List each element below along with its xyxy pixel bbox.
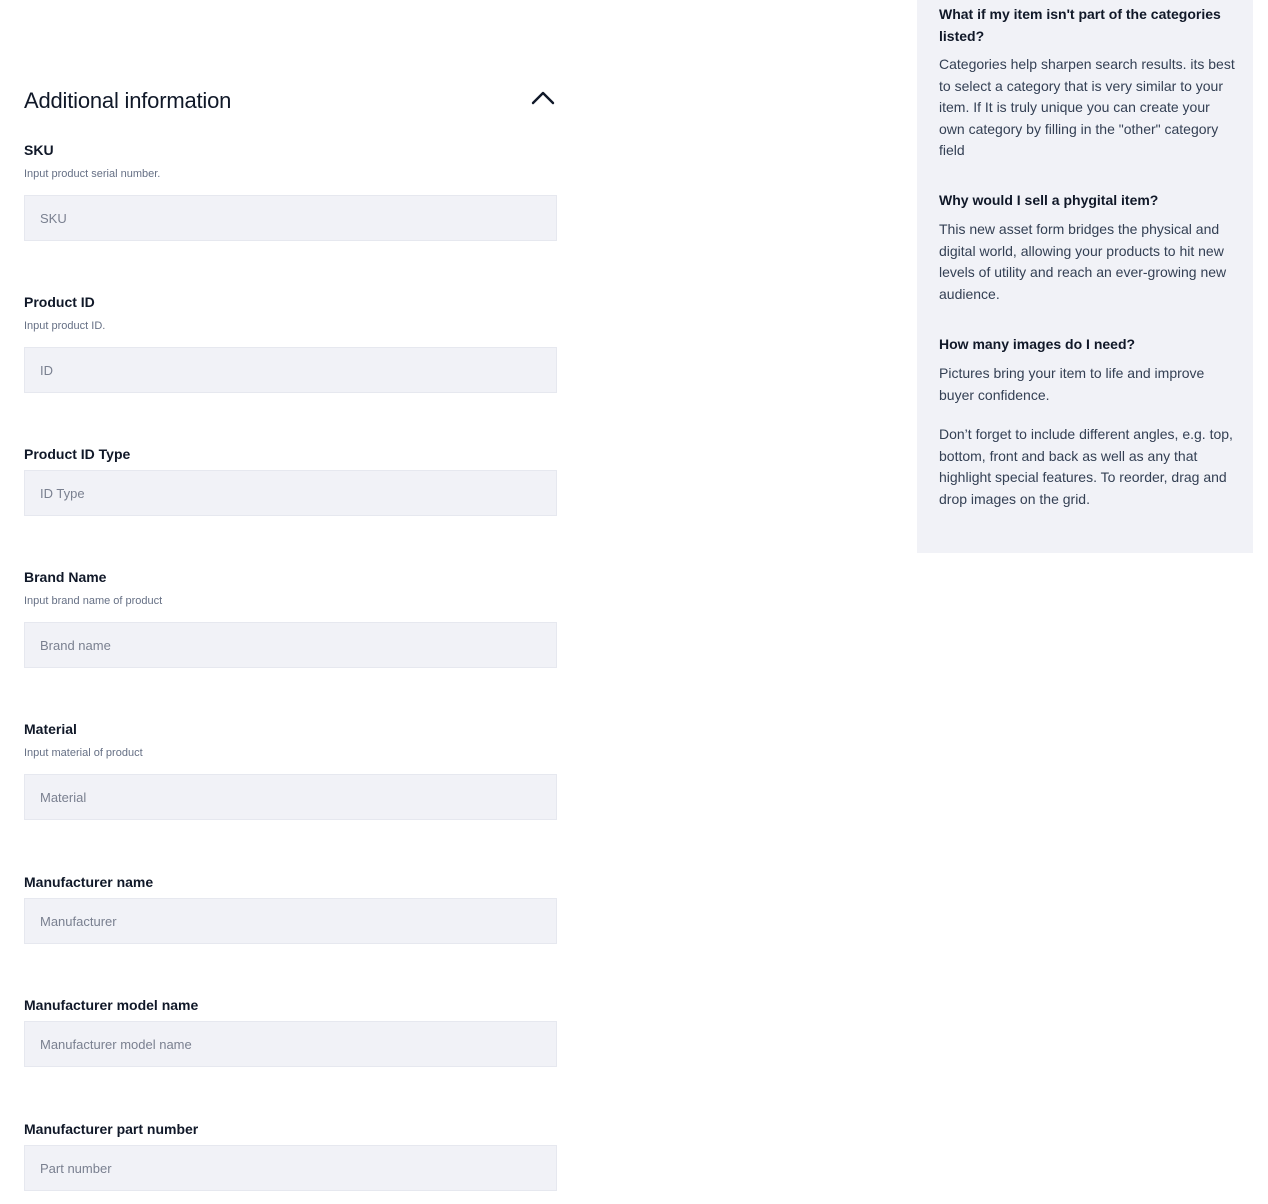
brand-name-help-text: Input brand name of product <box>24 595 163 607</box>
material-label: Material <box>24 721 77 737</box>
product-id-type-input[interactable] <box>24 470 557 516</box>
manufacturer-name-label: Manufacturer name <box>24 874 154 890</box>
material-help-text: Input material of product <box>24 747 143 759</box>
faq-answer-phygital: This new asset form bridges the physical and digital world, allowing your products to hit new levels of utility and reach an ever-growing new audience. <box>939 221 1227 302</box>
manufacturer-model-name-label: Manufacturer model name <box>24 997 199 1013</box>
sku-help-text: Input product serial number. <box>24 168 161 180</box>
manufacturer-name-input[interactable] <box>24 898 557 944</box>
product-id-help-text: Input product ID. <box>24 320 106 332</box>
brand-name-label: Brand Name <box>24 569 107 585</box>
collapse-toggle-button[interactable] <box>529 86 557 110</box>
faq-question-phygital: Why would I sell a phygital item? <box>939 192 1159 208</box>
material-input[interactable] <box>24 774 557 820</box>
product-id-input[interactable] <box>24 347 557 393</box>
manufacturer-part-number-label: Manufacturer part number <box>24 1121 199 1137</box>
section-header <box>24 86 557 118</box>
product-id-label: Product ID <box>24 294 95 310</box>
chevron-up-icon <box>529 86 557 110</box>
faq-question-categories: What if my item isn't part of the categories listed? <box>939 6 1221 44</box>
faq-answer-categories: Categories help sharpen search results. its best to select a category that is very similar to your item. If It is truly unique you can create your own category by filling in the "other" category field <box>939 56 1235 159</box>
sku-input[interactable] <box>24 195 557 241</box>
faq-answer-images: Pictures bring your item to life and improve buyer confidence. <box>939 365 1205 403</box>
faq-answer-images-tips: Don’t forget to include different angles, e.g. top, bottom, front and back as well as any that highlight special features. To reorder, drag and drop images on the grid. <box>939 426 1233 507</box>
help-panel <box>917 0 1253 553</box>
section-title: Additional information <box>24 88 232 113</box>
manufacturer-model-name-input[interactable] <box>24 1021 557 1067</box>
sku-label: SKU <box>24 142 54 158</box>
faq-question-images: How many images do I need? <box>939 336 1136 352</box>
product-id-type-label: Product ID Type <box>24 446 131 462</box>
brand-name-input[interactable] <box>24 622 557 668</box>
manufacturer-part-number-input[interactable] <box>24 1145 557 1191</box>
